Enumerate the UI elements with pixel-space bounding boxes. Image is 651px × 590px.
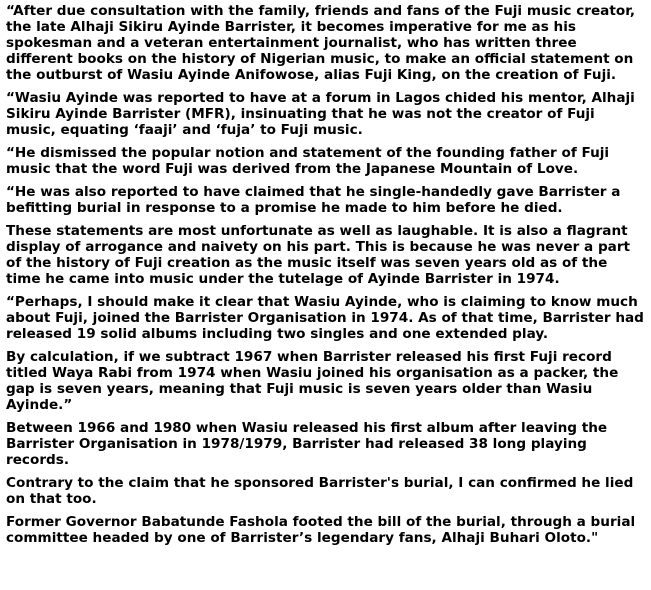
paragraph-calculation: By calculation, if we subtract 1967 when Barrister released his first Fuji record titled Waya Rabi from 1974 when Wasiu joined his organisation as a packer, the gap is seven years, meaning that Fuji music is seven years older than Wasiu Ayinde.” <box>6 349 619 413</box>
paragraph-joined-organisation: “Perhaps, I should make it clear that Wasiu Ayinde, who is claiming to know much about Fuji, joined the Barrister Organisation in 1974. As of that time, Barrister had released 19 solid albums including two singles and one extended play. <box>6 294 644 342</box>
paragraph-burial-rebuttal: Contrary to the claim that he sponsored Barrister's burial, I can confirmed he lied on that too. <box>6 475 634 507</box>
paragraph-records-released: Between 1966 and 1980 when Wasiu released his first album after leaving the Barrister Organisation in 1978/1979, Barrister had released 38 long playing records. <box>6 420 608 468</box>
paragraph-fashola-burial: Former Governor Babatunde Fashola footed the bill of the burial, through a burial committee headed by one of Barrister’s legendary fans, Alhaji Buhari Oloto." <box>6 514 636 546</box>
paragraph-intro-statement: “After due consultation with the family, friends and fans of the Fuji music creator, the late Alhaji Sikiru Ayinde Barrister, it becomes imperative for me as his spokesman and a veteran entertainment journalist, who has written three different books on the history of Nigerian music, to make an official statement on the outburst of Wasiu Ayinde Anifowose, alias Fuji King, on the creation of Fuji. <box>6 3 636 83</box>
paragraph-forum-remarks: “Wasiu Ayinde was reported to have at a forum in Lagos chided his mentor, Alhaji Sikiru Ayinde Barrister (MFR), insinuating that he was not the creator of Fuji music, equating ‘faaji’ and ‘fuja’ to Fuji music. <box>6 90 635 138</box>
paragraph-statements-unfortunate: These statements are most unfortunate as well as laughable. It is also a flagrant display of arrogance and naivety on his part. This is because he was never a part of the history of Fuji creation as the music itself was seven years old as of the time he came into music under the tutelage of Ayinde Barrister in 1974. <box>6 223 631 287</box>
paragraph-burial-claim: “He was also reported to have claimed that he single-handedly gave Barrister a befitting burial in response to a promise he made to him before he died. <box>6 184 621 216</box>
paragraph-mountain-of-love: “He dismissed the popular notion and statement of the founding father of Fuji music that the word Fuji was derived from the Japanese Mountain of Love. <box>6 145 610 177</box>
